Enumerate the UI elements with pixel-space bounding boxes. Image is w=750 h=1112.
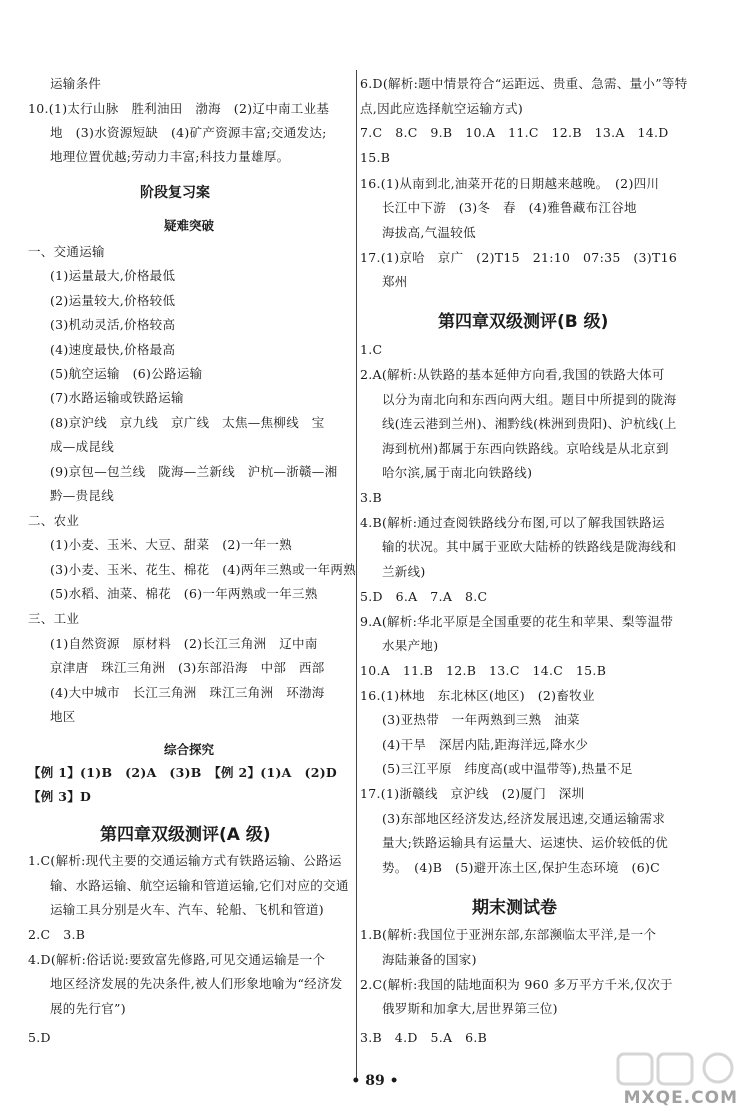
outline-line: (1)小麦、玉米、大豆、甜菜 (2)一年一熟 bbox=[50, 537, 293, 552]
answer-line: 1.B(解析:我国位于亚洲东部,东部濒临太平洋,是一个 bbox=[360, 927, 657, 942]
section-heading: 第四章双级测评(A 级) bbox=[100, 825, 271, 845]
answer-line: 7.C 8.C 9.B 10.A 11.C 12.B 13.A 14.D bbox=[360, 125, 669, 140]
outline-line: (3)机动灵活,价格较高 bbox=[50, 317, 176, 332]
outline-line: (1)自然资源 原材料 (2)长江三角洲 辽中南 bbox=[50, 636, 318, 651]
answer-line: 15.B bbox=[360, 150, 391, 165]
outline-line: (4)速度最快,价格最高 bbox=[50, 342, 176, 357]
answer-line: 1.C(解析:现代主要的交通运输方式有铁路运输、公路运 bbox=[28, 853, 342, 868]
text-line: 地 (3)水资源短缺 (4)矿产资源丰富;交通发达; bbox=[50, 125, 327, 140]
answer-line: 16.(1)从南到北,油菜开花的日期越来越晚。 (2)四川 bbox=[360, 176, 660, 191]
text-line: 10.(1)太行山脉 胜利油田 渤海 (2)辽中南工业基 bbox=[28, 101, 330, 116]
answer-line: (4)干旱 深居内陆,距海洋远,降水少 bbox=[382, 737, 589, 752]
answer-line: 海陆兼备的国家) bbox=[382, 952, 477, 967]
outline-line: 京津唐 珠江三角洲 (3)东部沿海 中部 西部 bbox=[50, 660, 325, 675]
outline-line: (8)京沪线 京九线 京广线 太焦—焦柳线 宝 bbox=[50, 415, 325, 430]
answer-line: 1.C bbox=[360, 342, 383, 357]
answer-line: 2.C 3.B bbox=[28, 927, 86, 942]
answer-line: 哈尔滨,属于南北向铁路线) bbox=[382, 465, 533, 480]
answer-line: 量大;铁路运输具有运量大、运速快、运价较低的优 bbox=[382, 835, 669, 850]
answer-line: 输的状况。其中属于亚欧大陆桥的铁路线是陇海线和 bbox=[382, 539, 677, 554]
answer-line: 线(连云港到兰州)、湘黔线(株洲到贵阳)、沪杭线(上 bbox=[382, 416, 677, 431]
outline-line: 二、农业 bbox=[28, 513, 80, 528]
answer-line: 4.D(解析:俗话说:要致富先修路,可见交通运输是一个 bbox=[28, 952, 326, 967]
outline-line: (9)京包—包兰线 陇海—兰新线 沪杭—浙赣—湘 bbox=[50, 464, 338, 479]
outline-line: (3)小麦、玉米、花生、棉花 (4)两年三熟或一年两熟 bbox=[50, 562, 357, 577]
outline-line: 三、工业 bbox=[28, 611, 80, 626]
outline-line: (5)航空运输 (6)公路运输 bbox=[50, 366, 203, 381]
answer-line: (3)亚热带 一年两熟到三熟 油菜 bbox=[382, 712, 580, 727]
example-line: 【例 1】(1)B (2)A (3)B 【例 2】(1)A (2)D bbox=[28, 765, 338, 780]
text-line: 地理位置优越;劳动力丰富;科技力量雄厚。 bbox=[50, 149, 290, 164]
sub-heading: 疑难突破 bbox=[164, 218, 215, 233]
answer-line: 输、水路运输、航空运输和管道运输,它们对应的交通 bbox=[50, 878, 349, 893]
answer-line: (3)东部地区经济发达,经济发展迅速,交通运输需求 bbox=[382, 811, 666, 826]
outline-line: 地区 bbox=[50, 709, 76, 724]
column-divider bbox=[356, 70, 357, 1080]
answer-line: 兰新线) bbox=[382, 564, 426, 579]
answer-line: 长江中下游 (3)冬 春 (4)雅鲁藏布江谷地 bbox=[382, 200, 637, 215]
answer-line: 地区经济发展的先决条件,被人们形象地喻为“经济发 bbox=[50, 976, 343, 991]
page-number: • 89 • bbox=[351, 1073, 399, 1089]
answer-line: (5)三江平原 纬度高(或中温带等),热量不足 bbox=[382, 761, 633, 776]
answer-line: 6.D(解析:题中情景符合“运距远、贵重、急需、量小”等特 bbox=[360, 76, 688, 91]
answer-line: 9.A(解析:华北平原是全国重要的花生和苹果、梨等温带 bbox=[360, 614, 674, 629]
answer-line: 以分为南北向和东西向两大组。题目中所提到的陇海 bbox=[382, 392, 677, 407]
outline-line: (1)运量最大,价格最低 bbox=[50, 268, 176, 283]
answer-line: 运输工具分别是火车、汽车、轮船、飞机和管道) bbox=[50, 902, 324, 917]
answer-line: 2.A(解析:从铁路的基本延伸方向看,我国的铁路大体可 bbox=[360, 367, 665, 382]
answer-line: 17.(1)浙赣线 京沪线 (2)厦门 深圳 bbox=[360, 786, 585, 801]
outline-line: 成—成昆线 bbox=[50, 439, 115, 454]
watermark-text: MXQE.COM bbox=[623, 1088, 738, 1108]
answer-line: 展的先行官”) bbox=[50, 1001, 126, 1016]
answer-line: 17.(1)京哈 京广 (2)T15 21:10 07:35 (3)T16 bbox=[360, 250, 678, 265]
answer-line: 3.B bbox=[360, 490, 383, 505]
sub-heading: 综合探究 bbox=[164, 742, 215, 757]
answer-line: 海到杭州)都属于东西向铁路线。京哈线是从北京到 bbox=[382, 441, 669, 456]
answer-line: 俄罗斯和加拿大,居世界第三位) bbox=[382, 1001, 558, 1016]
answer-line: 郑州 bbox=[382, 274, 408, 289]
answer-line: 10.A 11.B 12.B 13.C 14.C 15.B bbox=[360, 663, 607, 678]
answer-line: 2.C(解析:我国的陆地面积为 960 多万平方千米,仅次于 bbox=[360, 977, 673, 992]
outline-line: (2)运量较大,价格较低 bbox=[50, 293, 176, 308]
answer-line: 点,因此应选择航空运输方式) bbox=[360, 101, 524, 116]
section-heading: 阶段复习案 bbox=[140, 185, 210, 201]
outline-line: (5)水稻、油菜、棉花 (6)一年两熟或一年三熟 bbox=[50, 586, 318, 601]
section-heading: 第四章双级测评(B 级) bbox=[438, 312, 609, 332]
answer-line: 5.D 6.A 7.A 8.C bbox=[360, 589, 488, 604]
section-heading: 期末测试卷 bbox=[472, 898, 557, 918]
answer-line: 16.(1)林地 东北林区(地区) (2)畜牧业 bbox=[360, 688, 595, 703]
example-line: 【例 3】D bbox=[28, 789, 92, 804]
answer-line: 势。 (4)B (5)避开冻土区,保护生态环境 (6)C bbox=[382, 860, 660, 875]
answer-line: 4.B(解析:通过查阅铁路线分布图,可以了解我国铁路运 bbox=[360, 515, 665, 530]
answer-line: 水果产地) bbox=[382, 638, 439, 653]
answer-line: 海拔高,气温较低 bbox=[382, 225, 476, 240]
outline-line: (4)大中城市 长江三角洲 珠江三角洲 环渤海 bbox=[50, 685, 325, 700]
outline-line: (7)水路运输或铁路运输 bbox=[50, 390, 184, 405]
answer-line: 3.B 4.D 5.A 6.B bbox=[360, 1030, 488, 1045]
outline-line: 黔—贵昆线 bbox=[50, 488, 115, 503]
answer-line: 5.D bbox=[28, 1030, 51, 1045]
outline-line: 一、交通运输 bbox=[28, 244, 105, 259]
text-line: 运输条件 bbox=[50, 76, 102, 91]
